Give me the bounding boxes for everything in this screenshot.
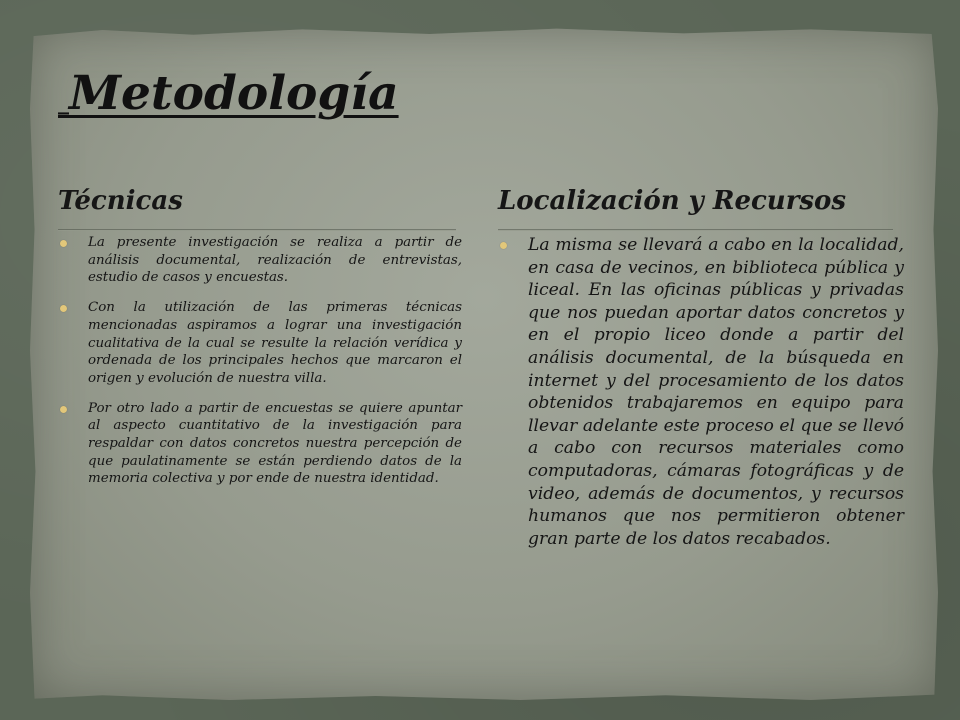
right-column-heading: Localización y Recursos [498,186,847,216]
slide-title [58,66,399,121]
bullet-text: Con la utilización de las primeras técnicas mencionadas aspiramos a lograr una investigación cualitativa de la cual se resulte la relación verídica y ordenada de los principales hechos que marcaron el origen y evolución de nuestra villa. [88,300,462,386]
bullet-dot-icon [60,305,67,312]
bullet-dot-icon [500,242,507,249]
bullet-text: La misma se llevará a cabo en la localidad, en casa de vecinos, en biblioteca pública y liceal. En las oficinas públicas y privadas que nos puedan aportar datos concretos y en el propio liceo donde a partir del análisis documental, de la búsqueda en internet y del procesamiento de los datos obtenidos trabajaremos en equipo para llevar adelante este proceso el que se llevó a cabo con recursos materiales como computadoras, cámaras fotográficas y de video, además de documentos, y recursos humanos que nos permitieron obtener gran parte de los datos recabados. [528,235,904,549]
list-item [60,234,462,287]
list-item [500,234,904,550]
bullet-text: Por otro lado a partir de encuestas se quiere apuntar al aspecto cuantitativo de la investigación para respaldar con datos concretos nuestra percepción de que paulatinamente se están perdiendo datos de la memoria colectiva y por ende de nuestra identidad. [88,400,462,487]
left-bullet-list [60,234,462,500]
bullet-text: La presente investigación se realiza a partir de análisis documental, realización de entrevistas, estudio de casos y encuestas. [88,235,462,286]
title-prefix: _ [58,89,69,115]
bullet-dot-icon [60,406,67,413]
title-text: Metodología [69,66,399,121]
bullet-dot-icon [60,240,67,247]
right-bullet-list [500,234,904,550]
list-item [60,299,462,388]
list-item [60,400,462,489]
left-column-heading: Técnicas [58,186,183,216]
left-heading-divider [58,229,456,231]
right-heading-divider [498,229,893,231]
